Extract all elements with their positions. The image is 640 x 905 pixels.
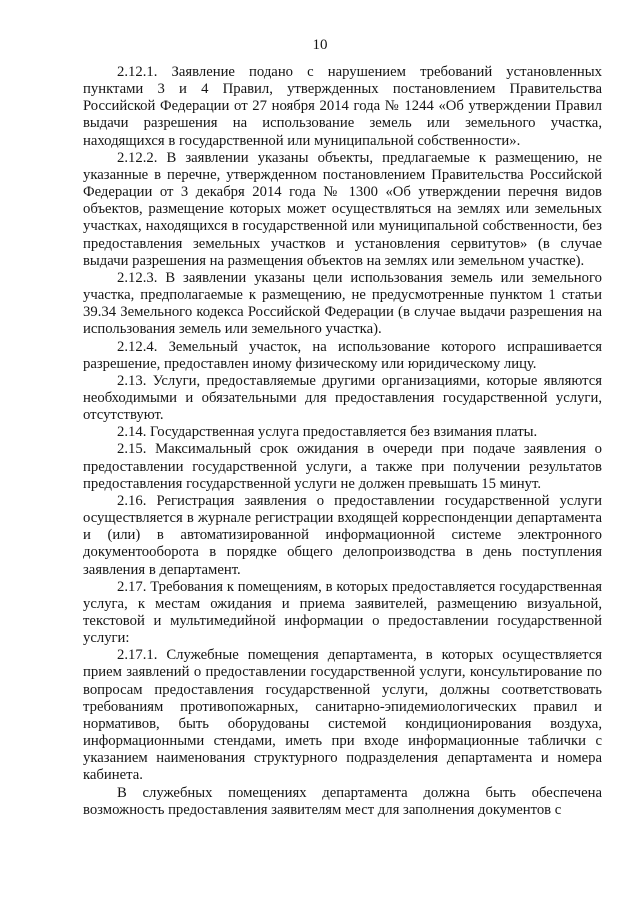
paragraph-2-12-1: 2.12.1. Заявление подано с нарушением требований установленных пунктами 3 и 4 Правил, утвержденных постановлением Правительства Российской Федерации от 27 ноября 2014 года № 1244 «Об утверждении Правил выдачи разрешения на использование земель или земельного участка, находящихся в государственной или муниципальной собственности». (83, 64, 602, 149)
paragraph-2-12-2: 2.12.2. В заявлении указаны объекты, предлагаемые к размещению, не указанные в перечне, утвержденном постановлением Правительства Российской Федерации от 3 декабря 2014 года № 1300 «Об утверждении перечня видов объектов, размещение которых может осуществляться на землях или земельных участках, находящихся в государственной или муниципальной собственности, без предоставления земельных участков и установления сервитутов» (в случае выдачи разрешения на размещения объектов на землях или земельном участке). (83, 149, 602, 269)
document-body (83, 64, 602, 819)
paragraph-2-15: 2.15. Максимальный срок ожидания в очереди при подаче заявления о предоставлении государственной услуги, а также при получении результатов предоставления государственной услуги не должен превышать 15 минут. (83, 441, 602, 492)
paragraph-2-13: 2.13. Услуги, предоставляемые другими организациями, которые являются необходимыми и обязательными для предоставления государственной услуги, отсутствуют. (83, 372, 602, 424)
paragraph-2-12-4: 2.12.4. Земельный участок, на использование которого испрашивается разрешение, предоставлен иному физическому или юридическому лицу. (83, 338, 602, 372)
paragraph-2-17-1: 2.17.1. Служебные помещения департамента, в которых осуществляется прием заявлений о предоставлении государственной услуги, консультирование по вопросам предоставления государственной услуги, должны соответствовать требованиям противопожарных, санитарно-эпидемиологических правил и нормативов, быть оборудованы системой кондиционирования воздуха, информационными стендами, иметь при входе информационные таблички с указанием наименования структурного подразделения департамента и номера кабинета. (83, 647, 602, 784)
paragraph-2-14: 2.14. Государственная услуга предоставляется без взимания платы. (117, 424, 538, 441)
paragraph-service-rooms: В служебных помещениях департамента должна быть обеспечена возможность предоставления заявителям мест для заполнения документов с (83, 784, 602, 818)
page-number: 10 (312, 37, 328, 53)
paragraph-2-16: 2.16. Регистрация заявления о предоставлении государственной услуги осуществляется в журнале регистрации входящей корреспонденции департамента и (или) в автоматизированной информационной системе электронного документооборота в порядке общего делопроизводства в день поступления заявления в департамент. (83, 492, 602, 578)
paragraph-2-12-3: 2.12.3. В заявлении указаны цели использования земель или земельного участка, предполагаемые к размещению, не предусмотренные пунктом 1 статьи 39.34 Земельного кодекса Российской Федерации (в случае выдачи разрешения на использования земель или земельного участка). (83, 269, 602, 338)
paragraph-2-17: 2.17. Требования к помещениям, в которых предоставляется государственная услуга, к местам ожидания и приема заявителей, размещению визуальной, текстовой и мультимедийной информации о предоставлении государственной услуги: (83, 578, 602, 647)
